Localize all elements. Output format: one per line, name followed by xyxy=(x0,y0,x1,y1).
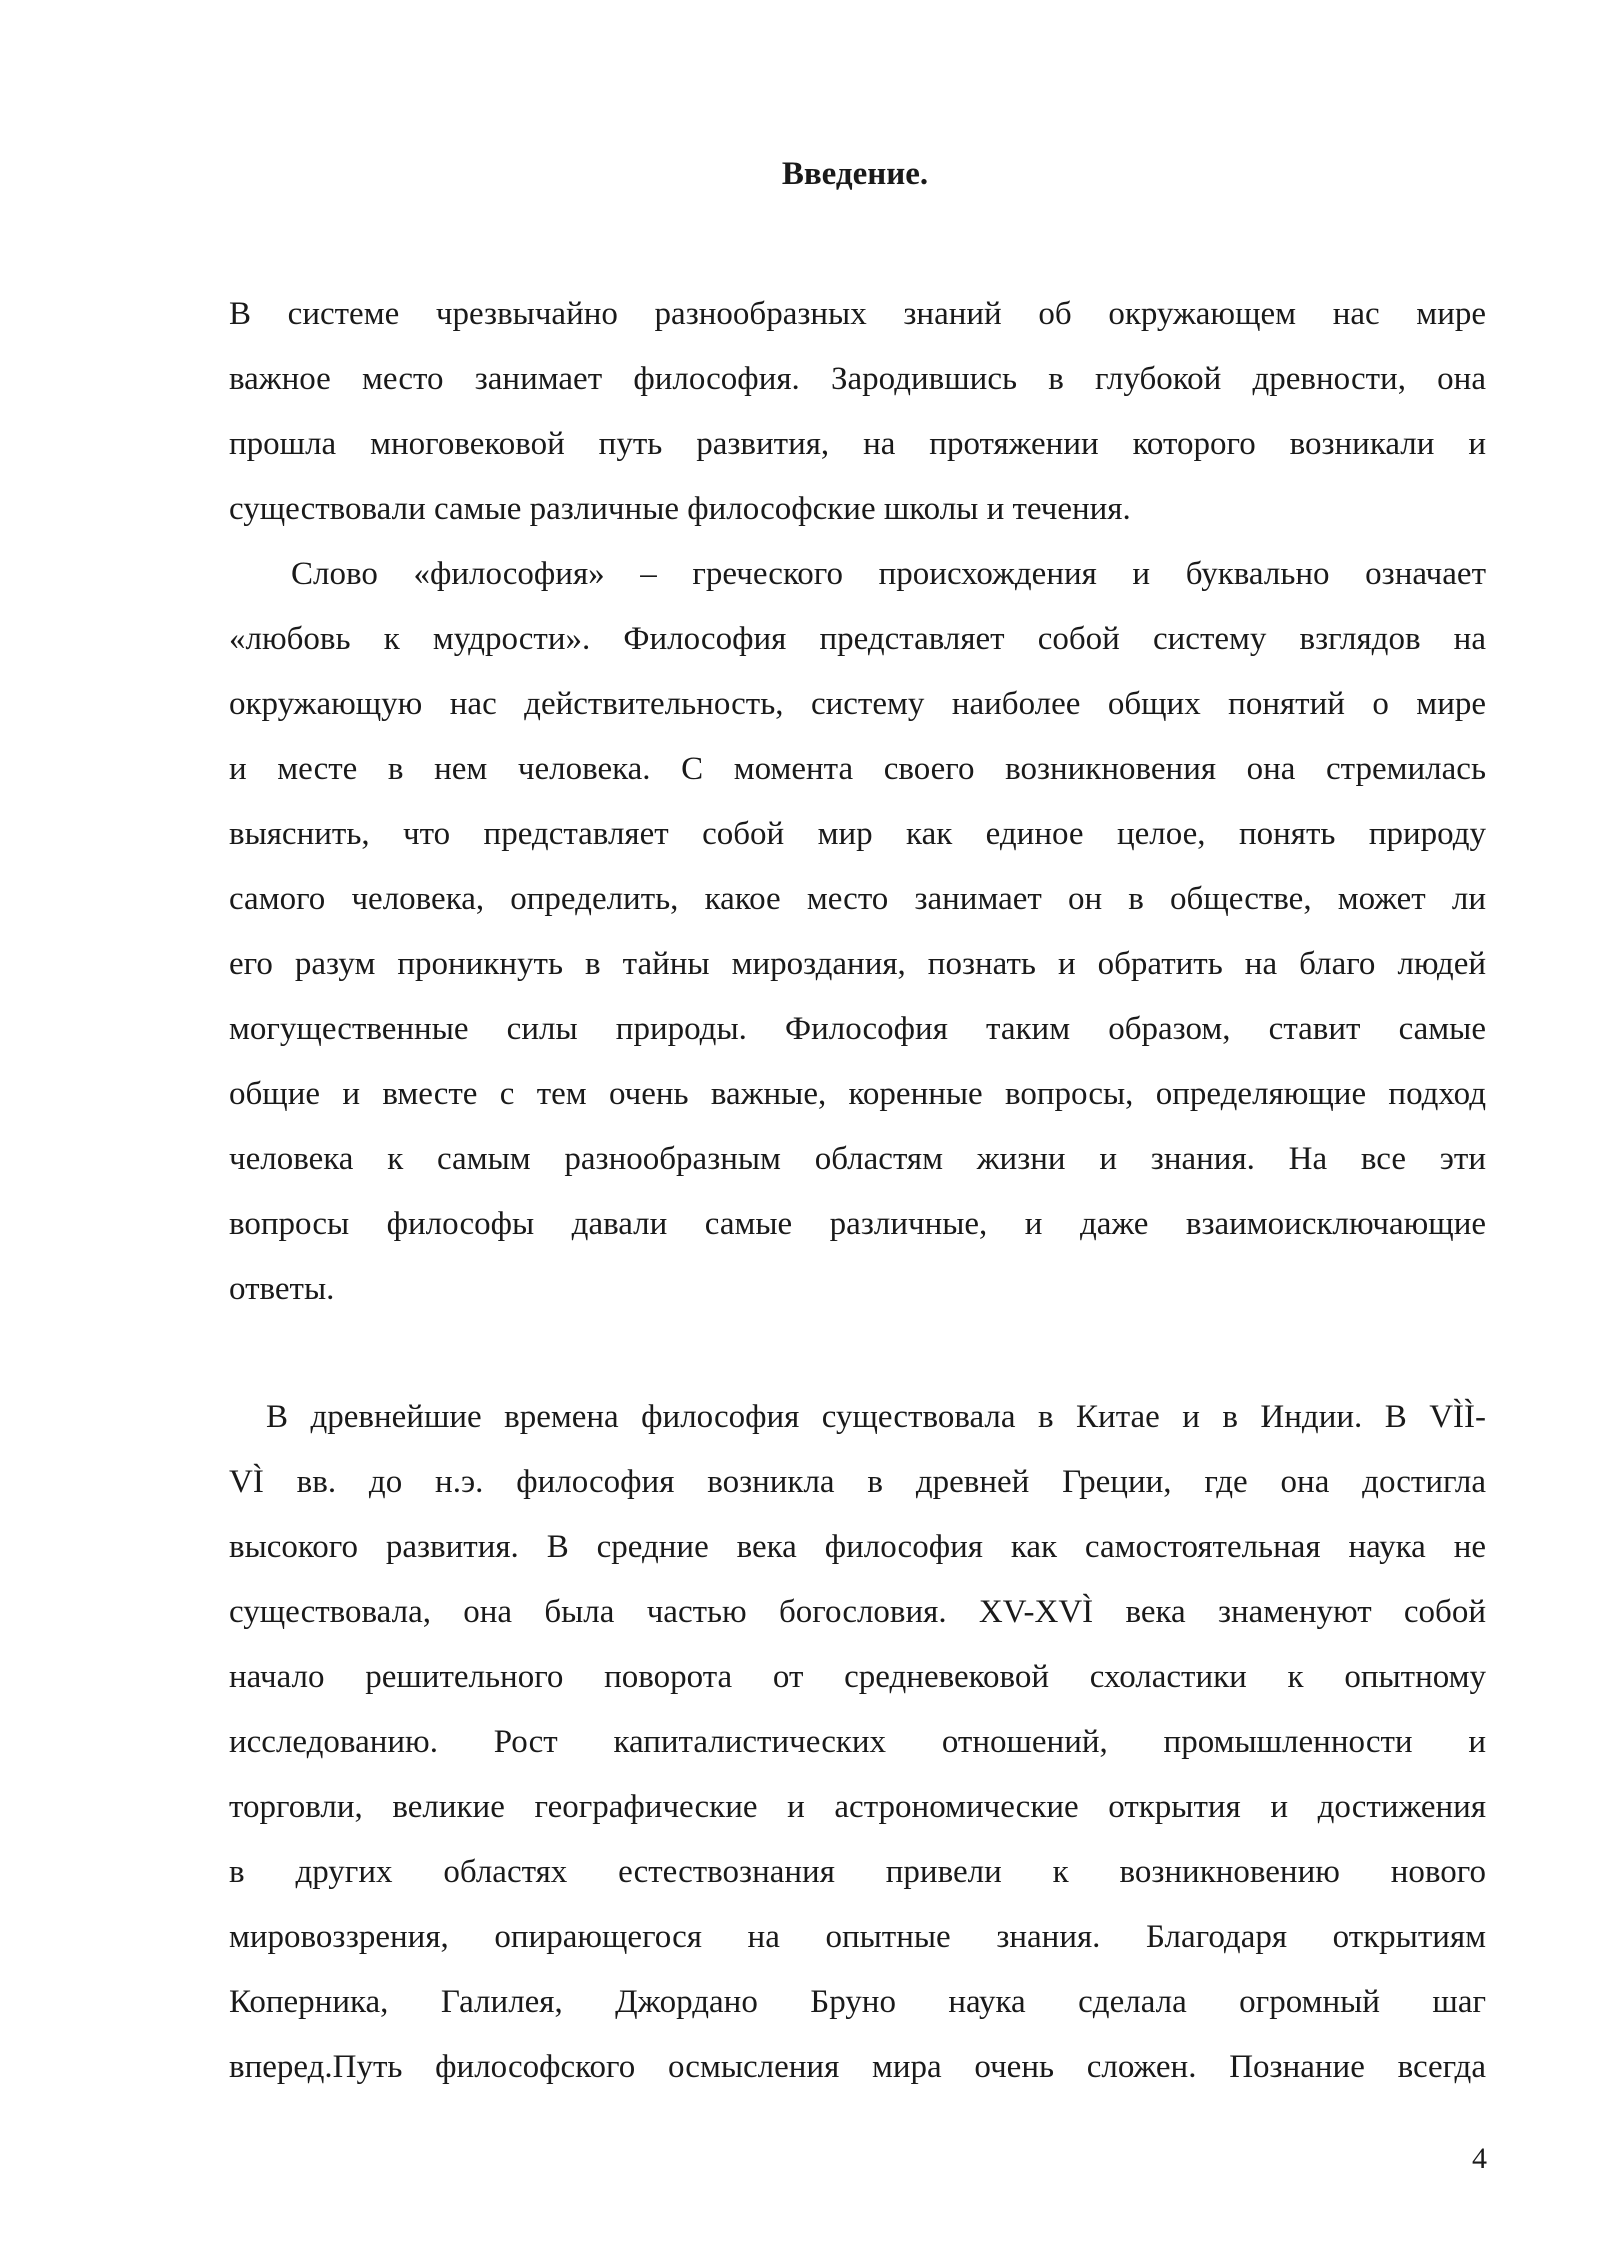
text-line: могущественные силы природы. Философия таким образом, ставит самые xyxy=(229,1011,1486,1047)
text-line: общие и вместе с тем очень важные, коренные вопросы, определяющие подход xyxy=(229,1076,1486,1112)
paragraph-3 xyxy=(229,1385,1486,2100)
text-line: существовала, она была частью богословия. XV-XVÌ века знаменуют собой xyxy=(229,1594,1486,1630)
text-line: прошла многовековой путь развития, на протяжении которого возникали и xyxy=(229,426,1486,462)
paragraph-1 xyxy=(229,282,1486,542)
text-line: окружающую нас действительность, систему наиболее общих понятий о мире xyxy=(229,686,1486,722)
text-line: важное место занимает философия. Зародившись в глубокой древности, она xyxy=(229,361,1486,397)
text-line: VÌ вв. до н.э. философия возникла в древней Греции, где она достигла xyxy=(229,1464,1486,1500)
paragraph-2 xyxy=(229,542,1486,1322)
page-title: Введение. xyxy=(781,156,929,192)
text-line: выяснить, что представляет собой мир как единое целое, понять природу xyxy=(229,816,1486,852)
body-text-block-1 xyxy=(229,282,1486,1322)
text-line: существовали самые различные философские школы и течения. xyxy=(229,491,1131,527)
text-line: человека к самым разнообразным областям жизни и знания. На все эти xyxy=(229,1141,1486,1177)
text-line: торговли, великие географические и астрономические открытия и достижения xyxy=(229,1789,1486,1825)
text-line: «любовь к мудрости». Философия представляет собой систему взглядов на xyxy=(229,621,1486,657)
text-line: и месте в нем человека. С момента своего возникновения она стремилась xyxy=(229,751,1486,787)
text-line: В древнейшие времена философия существовала в Китае и в Индии. В VÌÌ- xyxy=(266,1399,1486,1435)
text-line: его разум проникнуть в тайны мироздания, познать и обратить на благо людей xyxy=(229,946,1486,982)
page-number: 4 xyxy=(1472,2142,1487,2175)
text-line: вперед.Путь философского осмысления мира очень сложен. Познание всегда xyxy=(229,2049,1486,2085)
text-line: исследованию. Рост капиталистических отношений, промышленности и xyxy=(229,1724,1486,1760)
text-line: В системе чрезвычайно разнообразных знаний об окружающем нас мире xyxy=(229,296,1486,332)
text-line: в других областях естествознания привели к возникновению нового xyxy=(229,1854,1486,1890)
text-line: самого человека, определить, какое место занимает он в обществе, может ли xyxy=(229,881,1486,917)
text-line: высокого развития. В средние века философия как самостоятельная наука не xyxy=(229,1529,1486,1565)
text-line: мировоззрения, опирающегося на опытные знания. Благодаря открытиям xyxy=(229,1919,1486,1955)
text-line: начало решительного поворота от средневековой схоластики к опытному xyxy=(229,1659,1486,1695)
body-text-block-2 xyxy=(229,1385,1486,2100)
text-line: вопросы философы давали самые различные, и даже взаимоисключающие xyxy=(229,1206,1486,1242)
text-line: Коперника, Галилея, Джордано Бруно наука сделала огромный шаг xyxy=(229,1984,1486,2020)
text-line: ответы. xyxy=(229,1271,335,1307)
text-line: Слово «философия» – греческого происхождения и буквально означает xyxy=(291,556,1486,592)
